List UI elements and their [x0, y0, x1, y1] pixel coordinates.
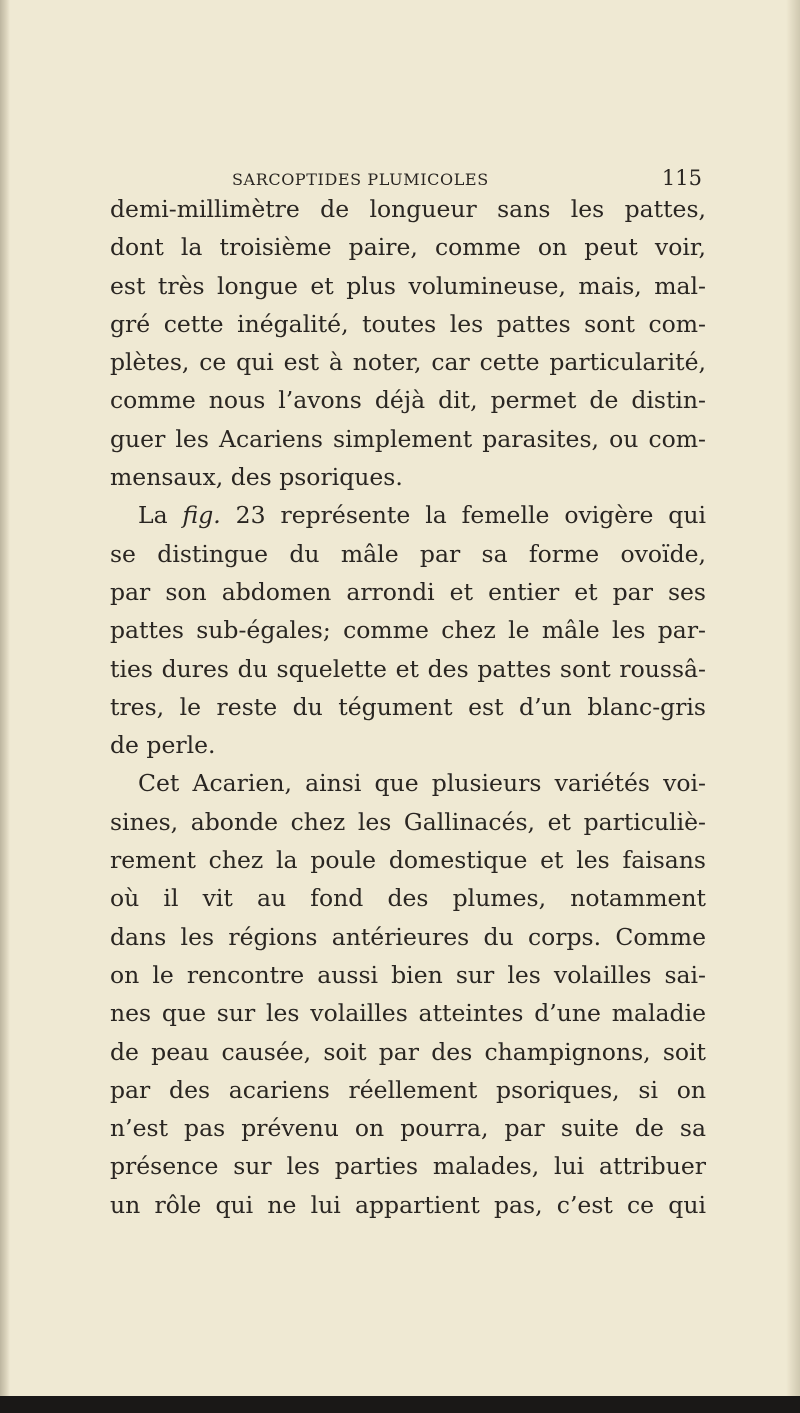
- text-line: de perle.: [110, 731, 216, 760]
- text-line: de peau causée, soit par des champignons, soit: [110, 1037, 706, 1066]
- text-line: est très longue et plus volumineuse, mais, mal-: [110, 271, 706, 300]
- text-line: tres, le reste du tégument est d’un blanc-gris: [110, 692, 706, 721]
- text-line: où il vit au fond des plumes, notamment: [110, 884, 706, 913]
- text-line: plètes, ce qui est à noter, car cette particularité,: [110, 348, 706, 377]
- text-line: sines, abonde chez les Gallinacés, et particuliè-: [110, 807, 706, 836]
- text-line: demi-millimètre de longueur sans les pattes,: [110, 195, 706, 223]
- text-line: guer les Acariens simplement parasites, ou com-: [110, 424, 706, 453]
- figure-reference: fig.: [182, 501, 221, 530]
- scan-bottom-edge: [0, 1396, 800, 1413]
- text-line: ties dures du squelette et des pattes sont roussâ-: [110, 654, 706, 683]
- text-line: La fig. 23 représente la femelle ovigère qui: [138, 501, 706, 530]
- text-line: par son abdomen arrondi et entier et par ses: [110, 577, 706, 606]
- text-line: nes que sur les volailles atteintes d’une maladie: [110, 999, 706, 1028]
- body-text: [110, 190, 706, 1224]
- text-line: un rôle qui ne lui appartient pas, c’est ce qui: [110, 1190, 706, 1219]
- text-line: on le rencontre aussi bien sur les volailles sai-: [110, 960, 706, 989]
- page-edge-left: [0, 0, 10, 1413]
- text-line: présence sur les parties malades, lui attribuer: [110, 1152, 706, 1181]
- text-line: Cet Acarien, ainsi que plusieurs variétés voi-: [138, 769, 706, 798]
- text-line: n’est pas prévenu on pourra, par suite de sa: [110, 1114, 706, 1143]
- page-edge-right: [786, 0, 800, 1413]
- text-line: se distingue du mâle par sa forme ovoïde,: [110, 539, 706, 568]
- text-line: comme nous l’avons déjà dit, permet de distin-: [110, 386, 706, 415]
- page-header: [232, 166, 702, 192]
- text-line: pattes sub-égales; comme chez le mâle les par-: [110, 616, 706, 645]
- page-number: 115: [661, 166, 702, 190]
- text-line: dont la troisième paire, comme on peut voir,: [110, 233, 706, 262]
- text-line: gré cette inégalité, toutes les pattes sont com-: [110, 309, 706, 338]
- text-line: dans les régions antérieures du corps. Comme: [110, 922, 706, 951]
- running-head: SARCOPTIDES PLUMICOLES: [232, 170, 489, 189]
- text-line: rement chez la poule domestique et les faisans: [110, 846, 706, 875]
- text-line: par des acariens réellement psoriques, si on: [110, 1075, 706, 1104]
- text-line: mensaux, des psoriques.: [110, 463, 403, 492]
